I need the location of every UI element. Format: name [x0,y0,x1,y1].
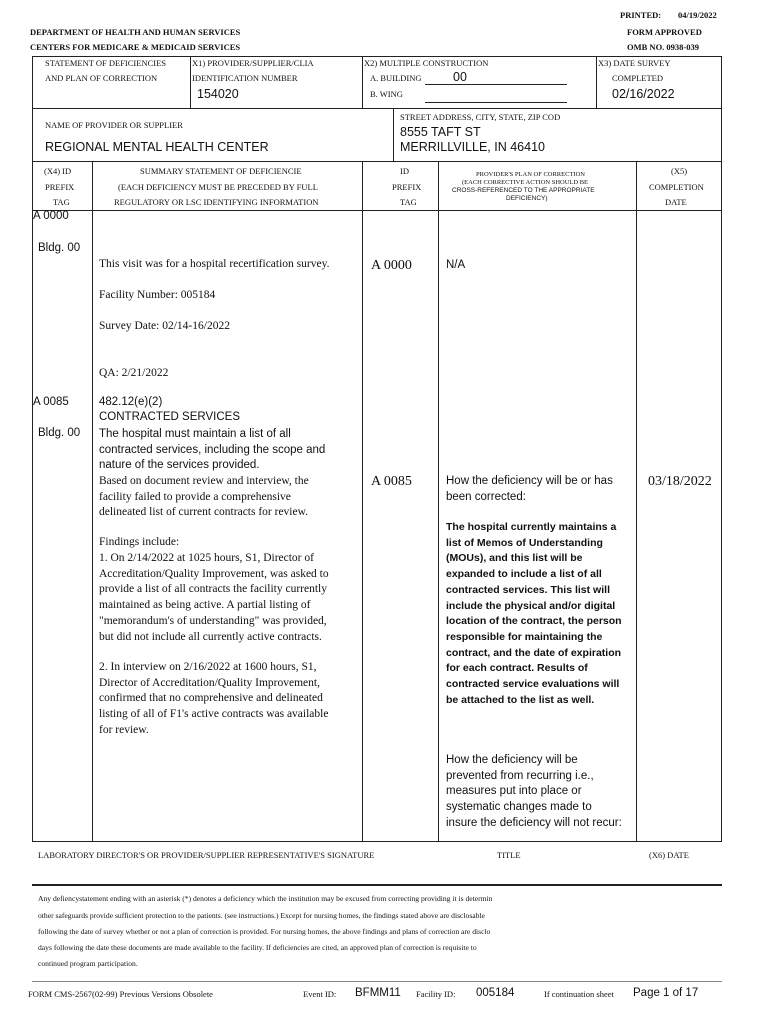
form-number: FORM CMS-2567(02-99) Previous Versions Obsolete [28,989,213,999]
x2-label: X2) MULTIPLE CONSTRUCTION [364,58,489,68]
regulation-title: CONTRACTED SERVICES [99,411,241,423]
col-plan-1: PROVIDER'S PLAN OF CORRECTION [476,171,585,178]
building-label: A. BUILDING [370,73,422,83]
regulation-standard: The hospital must maintain a list of all contracted services, including the scope and nature of the services provided. [99,428,326,472]
qa-date: QA: 2/21/2022 [99,367,169,379]
cms-heading: CENTERS FOR MEDICARE & MEDICAID SERVICES [30,42,241,52]
omb-number: OMB NO. 0938-039 [627,42,700,52]
finding-2: 2. In interview on 2/16/2022 at 1600 hours, S1, Director of Accreditation/Quality Improvement, confirmed that no comprehensive and delineated listing of all of F1's active contracts was available for review. [99,661,329,736]
col-summary-1: SUMMARY STATEMENT OF DEFICIENCIE [140,166,302,176]
bldg-label-2: Bldg. 00 [38,427,81,439]
x1-label-1: X1) PROVIDER/SUPPLIER/CLIA [192,58,314,68]
col-id-2: PREFIX [392,182,422,192]
form-approved: FORM APPROVED [627,27,702,37]
disclaimer-line-1: Any defiencystatement ending with an asterisk (*) denotes a deficiency which the institution may be excused from correcting providing it is determin [38,894,493,903]
na-text: N/A [446,259,466,271]
completion-date: 03/18/2022 [648,474,712,489]
col-plan-4: DEFICIENCY) [506,195,548,202]
facility-id-label: Facility ID: [416,989,456,999]
survey-date: Survey Date: 02/14-16/2022 [99,320,230,332]
title-label: TITLE [497,850,521,860]
prefix-tag-a0000: A 0000 [33,210,69,222]
event-id-label: Event ID: [303,989,337,999]
how-prevented-heading: How the deficiency will be prevented from recurring i.e., measures put into place or systematic changes made to insure the deficiency will not recur: [446,754,622,829]
x3-label-1: X3) DATE SURVEY [598,58,671,68]
survey-completed-date: 02/16/2022 [612,87,675,101]
corrective-action-plan: The hospital currently maintains a list of Memos of Understanding (MOUs), and this list will be expanded to include a list of all contracted services. This list will include the physical and/or digital location of the contract, the person responsible for maintaining the contract, and the date of expiration for each contract. Results of contracted service evaluations will be attached to the list as well. [446,521,622,706]
address-label: STREET ADDRESS, CITY, STATE, ZIP COD [400,112,561,122]
bldg-label-1: Bldg. 00 [38,242,81,254]
based-on-text: Based on document review and interview, the facility failed to provide a comprehensive delineated list of current contracts for review. [99,475,309,519]
wing-label: B. WING [370,89,403,99]
x3-label-2: COMPLETED [612,73,663,83]
printed-label: PRINTED: [620,10,662,20]
facility-id-value: 005184 [476,987,515,999]
col-summary-3: REGULATORY OR LSC IDENTIFYING INFORMATION [114,197,319,207]
col-id-1: ID [400,166,409,176]
disclaimer-line-2: other safeguards provide sufficient protection to the patients. (see instructions.) Except for nursing homes, the findings stated above are disclosable [38,911,485,920]
col-plan-3: CROSS-REFERENCED TO THE APPROPRIATE [452,187,595,194]
facility-number: Facility Number: 005184 [99,289,216,301]
statement-label-2: AND PLAN OF CORRECTION [45,73,158,83]
col-x4-3: TAG [53,197,70,207]
col-plan-2: (EACH CORRECTIVE ACTION SHOULD BE [462,179,589,186]
department-heading: DEPARTMENT OF HEALTH AND HUMAN SERVICES [30,27,241,37]
col-x4-2: PREFIX [45,182,75,192]
continuation-label: If continuation sheet [544,989,614,999]
event-id-value: BFMM11 [355,987,401,999]
regulation-number: 482.12(e)(2) [99,396,163,408]
col-summary-2: (EACH DEFICIENCY MUST BE PRECEDED BY FULL [118,182,318,192]
page-number: Page 1 of 17 [633,987,699,999]
finding-1: 1. On 2/14/2022 at 1025 hours, S1, Director of Accreditation/Quality Improvement, was asked to provide a list of all contracts the facility currently maintained as being active. A partial listing of "memorandum's of understanding" was provided, but did not include all currently active contracts. [99,552,329,643]
statement-label-1: STATEMENT OF DEFICIENCIES [45,58,167,68]
disclaimer-line-3: following the date of survey whether or not a plan of correction is provided. For nursing homes, the above findings and plans of correction are disclo [38,927,491,936]
how-corrected-heading: How the deficiency will be or has been corrected: [446,475,613,503]
col-x5-2: COMPLETION [649,182,704,192]
provider-id-value: 154020 [197,87,239,101]
col-id-3: TAG [400,197,417,207]
findings-heading: Findings include: [99,536,180,548]
col-x5-1: (X5) [671,166,688,176]
disclaimer-line-5: continued program participation. [38,959,138,968]
col-x4-1: (X4) ID [44,166,72,176]
col-x5-3: DATE [665,197,687,207]
x6-date-label: (X6) DATE [649,850,689,860]
disclaimer-line-4: days following the date these documents are made available to the facility. If deficiencies are cited, an approved plan of correction is requisite to [38,943,477,952]
building-value: 00 [453,70,467,84]
provider-name-value: REGIONAL MENTAL HEALTH CENTER [45,140,269,154]
prefix-tag-a0085: A 0085 [33,396,69,408]
printed-date: 04/19/2022 [678,10,717,20]
id-tag-a0000: A 0000 [371,258,412,273]
address-line-2: MERRILLVILLE, IN 46410 [400,140,545,154]
visit-text: This visit was for a hospital recertification survey. [99,258,330,270]
provider-name-label: NAME OF PROVIDER OR SUPPLIER [45,120,183,130]
id-tag-a0085: A 0085 [371,474,412,489]
x1-label-2: IDENTIFICATION NUMBER [192,73,298,83]
signature-label: LABORATORY DIRECTOR'S OR PROVIDER/SUPPLIER REPRESENTATIVE'S SIGNATURE [38,850,375,860]
address-line-1: 8555 TAFT ST [400,125,481,139]
